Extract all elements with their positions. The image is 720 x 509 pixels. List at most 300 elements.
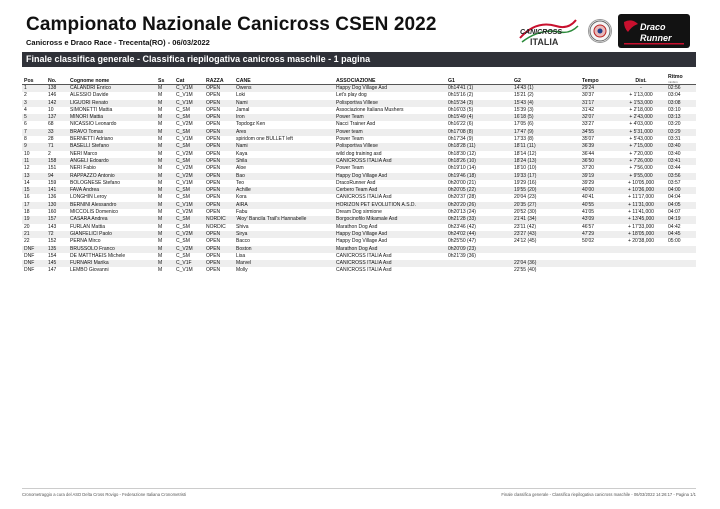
cell-sex: M [158, 165, 163, 172]
footer-page-info: Finale classifica generale - Classifica riepilogativa canicross maschile - 06/03/2022 14:26:17 - Pagina 1/1 [501, 492, 696, 497]
cell-g1: 0h25'50 (47) [448, 238, 476, 245]
cell-association: Power Team [334, 114, 446, 121]
cell-sex: M [156, 231, 174, 238]
cell-sex: M [158, 121, 163, 128]
cell-sex: M [158, 92, 163, 99]
cell-pos: 4 [24, 106, 27, 113]
cell-name: FURLAN Mattia [70, 223, 106, 230]
cell-pos: 22 [24, 238, 30, 245]
cell-number: 136 [48, 194, 57, 201]
cell-category: C_V1M [174, 85, 204, 93]
table-row [22, 107, 696, 114]
footer-divider [22, 488, 696, 489]
table-row [22, 267, 696, 274]
cell-number: 138 [46, 85, 68, 93]
cell-dog: Nami [234, 143, 334, 150]
cell-association: Let's play dog [336, 92, 367, 99]
cell-number: 152 [48, 238, 57, 245]
cell-name: GIANFELICI Paolo [68, 231, 156, 238]
cell-time: 40'55 [580, 202, 616, 209]
cell-sex: M [158, 194, 163, 201]
cell-number: 147 [48, 267, 57, 274]
cell-sex: M [158, 136, 163, 143]
cell-pos: 10 [24, 150, 30, 157]
cell-time [580, 246, 616, 253]
cell-gap: - [616, 85, 666, 93]
cell-association: CANICROSS ITALIA Asd [334, 158, 446, 165]
cell-number: 72 [46, 231, 68, 238]
table-row [22, 173, 696, 180]
cell-breed: NORDIC [206, 223, 226, 230]
cell-breed: OPEN [206, 194, 221, 201]
cell-association: Polisportiva Villese [334, 100, 446, 107]
cell-number: 135 [46, 246, 68, 253]
cell-time: 36'39 [580, 143, 616, 150]
cell-pace [666, 260, 696, 267]
cell-gap [616, 253, 666, 260]
cell-g2: 15'39 (3) [514, 106, 534, 113]
cell-time: 31'17 [580, 100, 616, 107]
cell-sex: M [156, 260, 174, 267]
cell-g2: 16'18 (5) [512, 114, 580, 121]
cell-pace: 04:45 [666, 231, 696, 238]
cell-category: C_V1M [176, 179, 193, 186]
cell-g2: 18'14 (12) [514, 150, 537, 157]
cell-breed: OPEN [206, 238, 221, 245]
cell-association: Power team [334, 129, 446, 136]
cell-pos: 3 [22, 100, 46, 107]
cell-name: LIGUORI Renato [68, 100, 156, 107]
cell-pos: 12 [24, 165, 30, 172]
cell-dog: Iron [234, 114, 334, 121]
cell-g2: 18'10 (10) [514, 165, 537, 172]
cell-pos: 5 [22, 114, 46, 121]
table-row [22, 158, 696, 165]
cell-category: C_V2M [176, 121, 193, 128]
cell-time: 30'37 [582, 92, 595, 99]
page-subtitle: Canicross e Draco Race - Trecenta(RO) - 06/03/2022 [26, 38, 210, 47]
logo-strip [516, 14, 690, 48]
cell-category: C_V2M [176, 150, 193, 157]
cell-breed: OPEN [206, 150, 221, 157]
cell-dog: Ares [234, 129, 334, 136]
cell-g1: 0h18'30 (12) [448, 150, 476, 157]
cell-g2: 17'33 (8) [514, 136, 534, 143]
table-row [22, 209, 696, 216]
csen-seal-icon [588, 19, 612, 43]
cell-pace: 03:08 [666, 100, 696, 107]
cell-association: Power Team [336, 136, 364, 143]
cell-pos: 13 [22, 173, 46, 180]
cell-pace: 03:20 [668, 121, 681, 128]
cell-time: 50'02 [582, 238, 595, 245]
cell-name: LONGHIN Leroy [70, 194, 107, 201]
cell-g1: 0h20'05 (22) [446, 187, 512, 194]
cell-name: NERI Fabio [70, 165, 96, 172]
cell-sex: M [156, 246, 174, 253]
cell-name: BERNINI Alessandro [68, 202, 156, 209]
cell-sex: M [156, 143, 174, 150]
cell-number: 158 [46, 158, 68, 165]
cell-sex: M [158, 238, 163, 245]
cell-g1: 0h21'39 (36) [448, 252, 476, 259]
table-row [22, 260, 696, 267]
cell-time: 41'05 [582, 209, 595, 216]
cell-breed: OPEN [204, 246, 234, 253]
svg-text:CANICROSS: CANICROSS [520, 29, 563, 36]
col-pace-label: Ritmo [668, 74, 683, 80]
cell-pace: 03:10 [668, 106, 681, 113]
cell-number: 137 [46, 114, 68, 121]
cell-sex: M [156, 100, 174, 107]
cell-association: CANICROSS ITALIA Asd [334, 260, 446, 267]
cell-number: 2 [48, 150, 51, 157]
cell-breed: OPEN [204, 260, 234, 267]
cell-dog: Molly [236, 267, 248, 274]
cell-pace: 04:42 [668, 223, 681, 230]
cell-name: FURNARI Marika [68, 260, 156, 267]
cell-g1: 0h17'08 (8) [446, 129, 512, 136]
cell-gap: + 4'03,000 [629, 121, 653, 128]
cell-g1: 0h18'28 (11) [446, 143, 512, 150]
col-pace [666, 72, 696, 85]
results-banner: Finale classifica generale - Classifica riepilogativa canicross maschile - 1 pagina [22, 52, 696, 67]
cell-number: 94 [46, 173, 68, 180]
cell-time: 47'29 [580, 231, 616, 238]
cell-breed: OPEN [204, 143, 234, 150]
cell-category: C_V1M [174, 202, 204, 209]
cell-name: PERNA Mirco [70, 238, 101, 245]
cell-dog: Loki [236, 92, 246, 99]
table-header-row [22, 72, 696, 85]
cell-number: 10 [48, 106, 54, 113]
table-row [22, 246, 696, 253]
cell-association: Marathon Dog Asd [334, 246, 446, 253]
table-row [22, 165, 696, 172]
table-row [22, 114, 696, 121]
cell-pace: 04:05 [666, 202, 696, 209]
cell-breed: OPEN [206, 179, 221, 186]
cell-sex: M [156, 173, 174, 180]
cell-gap: + 5'43,000 [629, 136, 653, 143]
cell-gap: + 20'38,000 [627, 238, 655, 245]
cell-g2: 22'04 (36) [512, 260, 580, 267]
col-association: ASSOCIAZIONE [334, 72, 446, 85]
cell-time: 29'24 [580, 85, 616, 93]
cell-dog: Topdogz Ken [236, 121, 266, 128]
cell-association: Power Team [336, 165, 364, 172]
cell-dog: Shiva [236, 223, 249, 230]
cell-pace: 03:29 [666, 129, 696, 136]
cell-number: 142 [46, 100, 68, 107]
cell-name: MINORI Mattia [68, 114, 156, 121]
cell-number: 146 [48, 92, 57, 99]
cell-pos: DNF [24, 252, 35, 259]
cell-dog: Marvel [234, 260, 334, 267]
cell-gap: + 2'43,000 [616, 114, 666, 121]
svg-text:Runner: Runner [640, 33, 672, 43]
cell-category: C_V2M [176, 209, 193, 216]
table-row [22, 224, 696, 231]
cell-g2: 18'11 (11) [512, 143, 580, 150]
cell-breed: OPEN [204, 100, 234, 107]
cell-pos: 11 [22, 158, 46, 165]
cell-association: Happy Dog Village Asd [334, 231, 446, 238]
cell-name: CASARA Andrea [68, 216, 156, 223]
cell-time: 35'07 [582, 136, 595, 143]
cell-time: 32'07 [580, 114, 616, 121]
cell-g2 [512, 253, 580, 260]
col-pos: Pos [22, 72, 46, 85]
cell-name: NICASSIO Leonardo [70, 121, 117, 128]
cell-dog: 'Aloy' Bancila Trail's Hannabelle [234, 216, 334, 223]
cell-g1: 0h20'13 (24) [448, 209, 476, 216]
cell-number: 130 [46, 202, 68, 209]
cell-dog: Kora [236, 194, 247, 201]
cell-category: C_V1F [174, 260, 204, 267]
cell-g2: 19'33 (17) [512, 173, 580, 180]
cell-dog: Bao [234, 173, 334, 180]
cell-time: 40'00 [580, 187, 616, 194]
table-row [22, 100, 696, 107]
cell-sex: M [158, 209, 163, 216]
cell-gap: + 7'26,000 [616, 158, 666, 165]
col-name: Cognome nome [68, 72, 156, 85]
cell-g1: 0h19'10 (14) [448, 165, 476, 172]
canicross-italia-logo [516, 14, 582, 48]
cell-pos: 6 [24, 121, 27, 128]
cell-breed: OPEN [204, 231, 234, 238]
cell-g1: 0h15'34 (3) [446, 100, 512, 107]
cell-dog: Owens [234, 85, 334, 93]
col-time: Tempo [580, 72, 616, 85]
cell-time: 37'20 [582, 165, 595, 172]
cell-dog: Shila [234, 158, 334, 165]
cell-name: NERI Marco [70, 150, 98, 157]
cell-sex: M [158, 252, 163, 259]
cell-pos: DNF [24, 267, 35, 274]
col-g2: G2 [512, 72, 580, 85]
cell-number: 145 [46, 260, 68, 267]
cell-name: FAVA Andrea [68, 187, 156, 194]
cell-category: C_SM [176, 194, 190, 201]
cell-name: ANGELI Edoardo [68, 158, 156, 165]
cell-g1: 0h21'28 (33) [446, 216, 512, 223]
cell-gap: + 13'45,000 [616, 216, 666, 223]
cell-number: 157 [46, 216, 68, 223]
cell-association: DracoRunner Asd [336, 179, 376, 186]
cell-name: BRAVO Tomas [68, 129, 156, 136]
cell-dog: Jamal [236, 106, 250, 113]
cell-category: C_SM [174, 216, 204, 223]
cell-g2: 14'43 (1) [512, 85, 580, 93]
draco-runner-logo [618, 14, 690, 48]
cell-sex: M [156, 187, 174, 194]
cell-sex: M [158, 106, 163, 113]
table-row [22, 121, 696, 128]
svg-text:Draco: Draco [640, 22, 666, 32]
cell-gap: + 11'31,000 [616, 202, 666, 209]
cell-name: CALANDRI Enrico [68, 85, 156, 93]
cell-g1: 0h18'26 (10) [446, 158, 512, 165]
cell-category: C_V2M [174, 173, 204, 180]
cell-pace: 04:19 [666, 216, 696, 223]
cell-dog: Kaya [236, 150, 248, 157]
cell-gap: + 10'36,000 [616, 187, 666, 194]
cell-breed: OPEN [204, 187, 234, 194]
cell-g2: 19'29 (16) [514, 179, 537, 186]
cell-breed: OPEN [206, 209, 221, 216]
results-table [22, 72, 696, 275]
cell-g1: 0h20'00 (21) [448, 179, 476, 186]
col-category: Cat [174, 72, 204, 85]
cell-time: 43'09 [580, 216, 616, 223]
cell-pos: DNF [22, 246, 46, 253]
table-row [22, 151, 696, 158]
cell-pace: 04:00 [666, 187, 696, 194]
cell-dog: AIRA [234, 202, 334, 209]
cell-category: C_V2M [174, 231, 204, 238]
cell-gap: + 17'33,000 [627, 223, 655, 230]
cell-time [580, 260, 616, 267]
cell-category: C_SM [174, 187, 204, 194]
cell-g1: 0h20'09 (23) [446, 246, 512, 253]
table-row [22, 231, 696, 238]
cell-association: wild dog training asd [336, 150, 382, 157]
cell-sex: M [158, 150, 163, 157]
cell-pace [666, 253, 696, 260]
cell-g2: 19'55 (20) [512, 187, 580, 194]
cell-association: Happy Dog Village Asd [336, 238, 388, 245]
cell-gap [616, 267, 666, 274]
cell-pos: 21 [22, 231, 46, 238]
cell-time: 40'41 [582, 194, 595, 201]
cell-category: C_SM [174, 129, 204, 136]
cell-pace: 03:57 [668, 179, 681, 186]
cell-association: Dream Dog sirmione [336, 209, 382, 216]
cell-breed: OPEN [206, 92, 221, 99]
cell-name: BASELLI Stefano [68, 143, 156, 150]
cell-association: Polisportiva Villese [334, 143, 446, 150]
cell-breed: OPEN [204, 129, 234, 136]
cell-time: 34'55 [580, 129, 616, 136]
cell-time [580, 267, 616, 274]
cell-pace: 03:40 [668, 150, 681, 157]
cell-category: C_V1M [176, 92, 193, 99]
cell-g1: 0h15'49 (4) [446, 114, 512, 121]
table-row [22, 238, 696, 245]
cell-time: 33'27 [582, 121, 595, 128]
cell-g2: 15'21 (2) [514, 92, 534, 99]
cell-gap: + 5'31,000 [616, 129, 666, 136]
cell-g1: 0h19'46 (18) [446, 173, 512, 180]
col-number: No. [46, 72, 68, 85]
cell-gap: + 2'18,000 [629, 106, 653, 113]
cell-category: C_SM [176, 252, 190, 259]
svg-text:ITALIA: ITALIA [530, 37, 559, 47]
table-row [22, 129, 696, 136]
cell-name: ALESSIO Davide [70, 92, 109, 99]
cell-g1: 0h20'37 (28) [448, 194, 476, 201]
cell-time [580, 253, 616, 260]
page-title: Campionato Nazionale Canicross CSEN 2022 [26, 14, 437, 35]
table-row [22, 202, 696, 209]
cell-g2: 23'11 (42) [514, 223, 536, 230]
cell-category: C_SM [174, 114, 204, 121]
table-row [22, 85, 696, 93]
cell-time: 39'19 [580, 173, 616, 180]
cell-dog: Sirya [234, 231, 334, 238]
cell-name: BRUSSOLO Franco [68, 246, 156, 253]
cell-time: 39'29 [582, 179, 595, 186]
cell-g2: 17'05 (6) [514, 121, 534, 128]
cell-sex: M [158, 223, 163, 230]
cell-association: Associazione Italiana Mushers [336, 106, 404, 113]
cell-dog: Lisa [236, 252, 246, 259]
cell-sex: M [156, 202, 174, 209]
cell-name: BERNETTI Adriano [70, 136, 114, 143]
cell-number: 33 [46, 129, 68, 136]
cell-name: BOLOGNESE Stefano [70, 179, 121, 186]
cell-g2: 23'27 (43) [512, 231, 580, 238]
cell-breed: OPEN [206, 106, 221, 113]
cell-gap: + 18'05,000 [616, 231, 666, 238]
col-pace-unit: min/km [668, 80, 678, 84]
cell-pos: DNF [22, 260, 46, 267]
cell-gap [616, 260, 666, 267]
cell-pace: 04:04 [668, 194, 681, 201]
cell-g1: 0h17'34 (9) [448, 136, 474, 143]
cell-gap: + 11'41,000 [628, 209, 654, 216]
footer-credit: Cronometraggio a cura del ASD Delta Cross Rovigo - Federazione Italiana Cronometristi [22, 492, 187, 497]
cell-g2: 24'12 (45) [514, 238, 537, 245]
table-row [22, 194, 696, 201]
cell-association: Happy Dog Village Asd [334, 85, 446, 93]
cell-gap: + 7'20,000 [629, 150, 653, 157]
cell-gap: + 7'15,000 [616, 143, 666, 150]
cell-number: 160 [48, 209, 57, 216]
cell-pace [666, 246, 696, 253]
cell-pos: 16 [24, 194, 30, 201]
cell-category: C_SM [176, 238, 190, 245]
cell-g1 [446, 267, 512, 274]
cell-g1: 0h14'41 (1) [446, 85, 512, 93]
cell-sex: M [158, 267, 163, 274]
cell-breed: NORDIC [204, 216, 234, 223]
cell-gap: + 1'53,000 [616, 100, 666, 107]
cell-g1: 0h23'46 (42) [448, 223, 476, 230]
cell-g1: 0h24'02 (44) [446, 231, 512, 238]
cell-pos: 2 [24, 92, 27, 99]
cell-category: C_SM [176, 223, 190, 230]
cell-g2: 17'47 (9) [512, 129, 580, 136]
cell-category: C_V2M [176, 165, 193, 172]
cell-g2: 20'35 (27) [512, 202, 580, 209]
cell-breed: OPEN [204, 114, 234, 121]
cell-g1 [446, 260, 512, 267]
cell-dog: Fabu [236, 209, 248, 216]
cell-g2: 15'43 (4) [512, 100, 580, 107]
cell-dog: Achille [234, 187, 334, 194]
cell-g1: 0h16'03 (5) [448, 106, 474, 113]
cell-number: 71 [46, 143, 68, 150]
cell-pos: 1 [22, 85, 46, 93]
col-gap: Dist. [616, 72, 666, 85]
cell-sex: M [156, 129, 174, 136]
table-row [22, 180, 696, 187]
cell-association: Nacci Trainer Asd [336, 121, 376, 128]
cell-gap: + 10'05,000 [627, 179, 655, 186]
